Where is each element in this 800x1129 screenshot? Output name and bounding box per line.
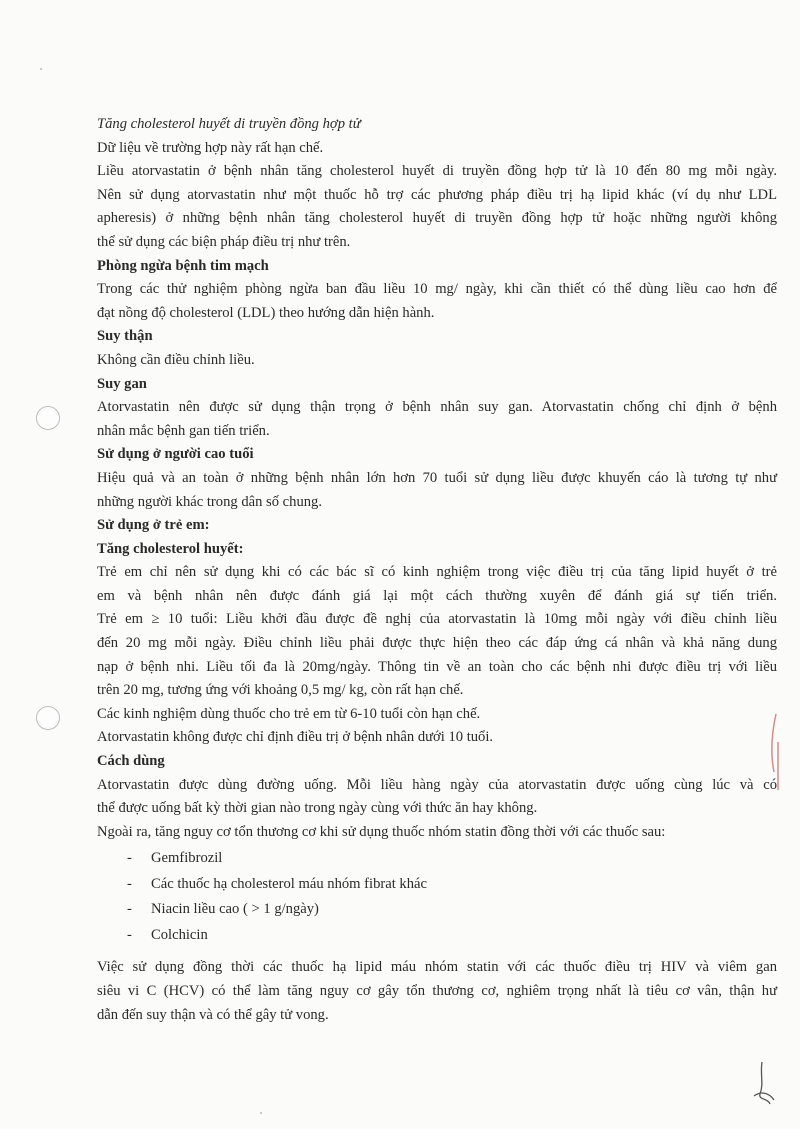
list-item-text: Gemfibrozil [151, 850, 223, 867]
closing-paragraph [97, 956, 777, 1027]
text-line: Ngoài ra, tăng nguy cơ tổn thương cơ khi sử dụng thuốc nhóm statin đồng thời với các thuốc sau: [97, 823, 666, 840]
text-line: Trong các thử nghiệm phòng ngừa ban đầu liều 10 mg/ ngày, khi cần thiết có thể dùng liều cao hơn để [97, 281, 777, 298]
punch-hole-bottom [36, 706, 60, 730]
text-line: Atorvastatin được dùng đường uống. Mỗi liều hàng ngày của atorvastatin được uống cùng lúc và có [97, 776, 777, 793]
section-heading: Phòng ngừa bệnh tim mạch [97, 257, 269, 274]
drug-interaction-list [97, 846, 777, 948]
signature-mark [748, 1060, 778, 1110]
scan-speck [40, 68, 42, 70]
text-line: Hiệu quả và an toàn ở những bệnh nhân lớn hơn 70 tuổi sử dụng liều được khuyến cáo là tương tự như [97, 469, 777, 486]
list-item-text: Niacin liều cao ( > 1 g/ngày) [151, 901, 319, 918]
text-line: Việc sử dụng đồng thời các thuốc hạ lipid máu nhóm statin với các thuốc điều trị HIV và viêm gan [97, 959, 777, 976]
text-line: siêu vi C (HCV) có thể làm tăng nguy cơ gây tổn thương cơ, nghiêm trọng nhất là tiêu cơ vân, thận hư [97, 983, 777, 999]
list-item [97, 846, 777, 872]
section-heading: Suy thận [97, 328, 153, 345]
text-line: Trẻ em ≥ 10 tuổi: Liều khởi đầu được đề nghị của atorvastatin là 10mg mỗi ngày với điều chỉnh liều [97, 611, 777, 628]
text-line: Atorvastatin không được chỉ định điều trị ở bệnh nhân dưới 10 tuổi. [97, 729, 494, 746]
text-line: Các kinh nghiệm dùng thuốc cho trẻ em từ 6-10 tuổi còn hạn chế. [97, 705, 481, 722]
text-line: Dữ liệu về trường hợp này rất hạn chế. [97, 139, 324, 156]
text-line: nạp ở bệnh nhi. Liều tối đa là 20mg/ngày. Thông tin về an toàn cho các bệnh nhi được điều trị với liều [97, 658, 777, 675]
list-item-text: Colchicin [151, 926, 208, 943]
text-line: đến 20 mg mỗi ngày. Điều chỉnh liều phải được thực hiện theo các đáp ứng cá nhân và khả năng dung [97, 635, 777, 652]
text-line: Tăng cholesterol huyết di truyền đồng hợp tử [97, 116, 361, 132]
text-line: Trẻ em chỉ nên sử dụng khi có các bác sĩ có kinh nghiệm trong việc điều trị của tăng lipid huyết ở trẻ [97, 564, 777, 581]
text-line: những người khác trong dân số chung. [97, 493, 322, 510]
text-line: nhân mắc bệnh gan tiến triển. [97, 422, 270, 439]
section-heading: Tăng cholesterol huyết: [97, 540, 244, 557]
text-line: đạt nồng độ cholesterol (LDL) theo hướng dẫn hiện hành. [97, 304, 435, 321]
list-item [97, 897, 777, 923]
text-line: thể được uống bất kỳ thời gian nào trong ngày cùng với thức ăn hay không. [97, 800, 538, 817]
text-line: thể sử dụng các biện pháp điều trị như trên. [97, 233, 351, 250]
section-heading: Suy gan [97, 375, 147, 392]
text-line: dẫn đến suy thận và có thể gây tử vong. [97, 1006, 329, 1023]
scan-speck [260, 1112, 262, 1114]
document-body [97, 113, 777, 1027]
text-line: em và bệnh nhân nên được đánh giá lại một cách thường xuyên để đánh giá sự tiến triển. [97, 587, 777, 604]
section-heading: Sử dụng ở trẻ em: [97, 517, 210, 534]
list-item [97, 872, 777, 898]
text-line: apheresis) ở những bệnh nhân tăng cholesterol huyết di truyền đồng hợp tử hoặc những người không [97, 210, 777, 227]
section-heading: Sử dụng ở người cao tuổi [97, 446, 254, 463]
text-line: Liều atorvastatin ở bệnh nhân tăng cholesterol huyết di truyền đồng hợp tử là 10 đến 80 mg mỗi ngày. [97, 163, 777, 180]
list-item-text: Các thuốc hạ cholesterol máu nhóm fibrat khác [151, 875, 427, 892]
section-heading: Cách dùng [97, 753, 165, 770]
paragraph-lines [97, 113, 777, 844]
text-line: trên 20 mg, tương ứng với khoảng 0,5 mg/ kg, còn rất hạn chế. [97, 682, 464, 699]
text-line: Nên sử dụng atorvastatin như một thuốc hỗ trợ các phương pháp điều trị hạ lipid khác (ví dụ như LDL [97, 186, 777, 203]
punch-hole-top [36, 406, 60, 430]
text-line: Atorvastatin nên được sử dụng thận trọng ở bệnh nhân suy gan. Atorvastatin chống chỉ định ở bệnh [97, 399, 777, 416]
list-item [97, 923, 777, 949]
text-line: Không cần điều chỉnh liều. [97, 351, 255, 368]
